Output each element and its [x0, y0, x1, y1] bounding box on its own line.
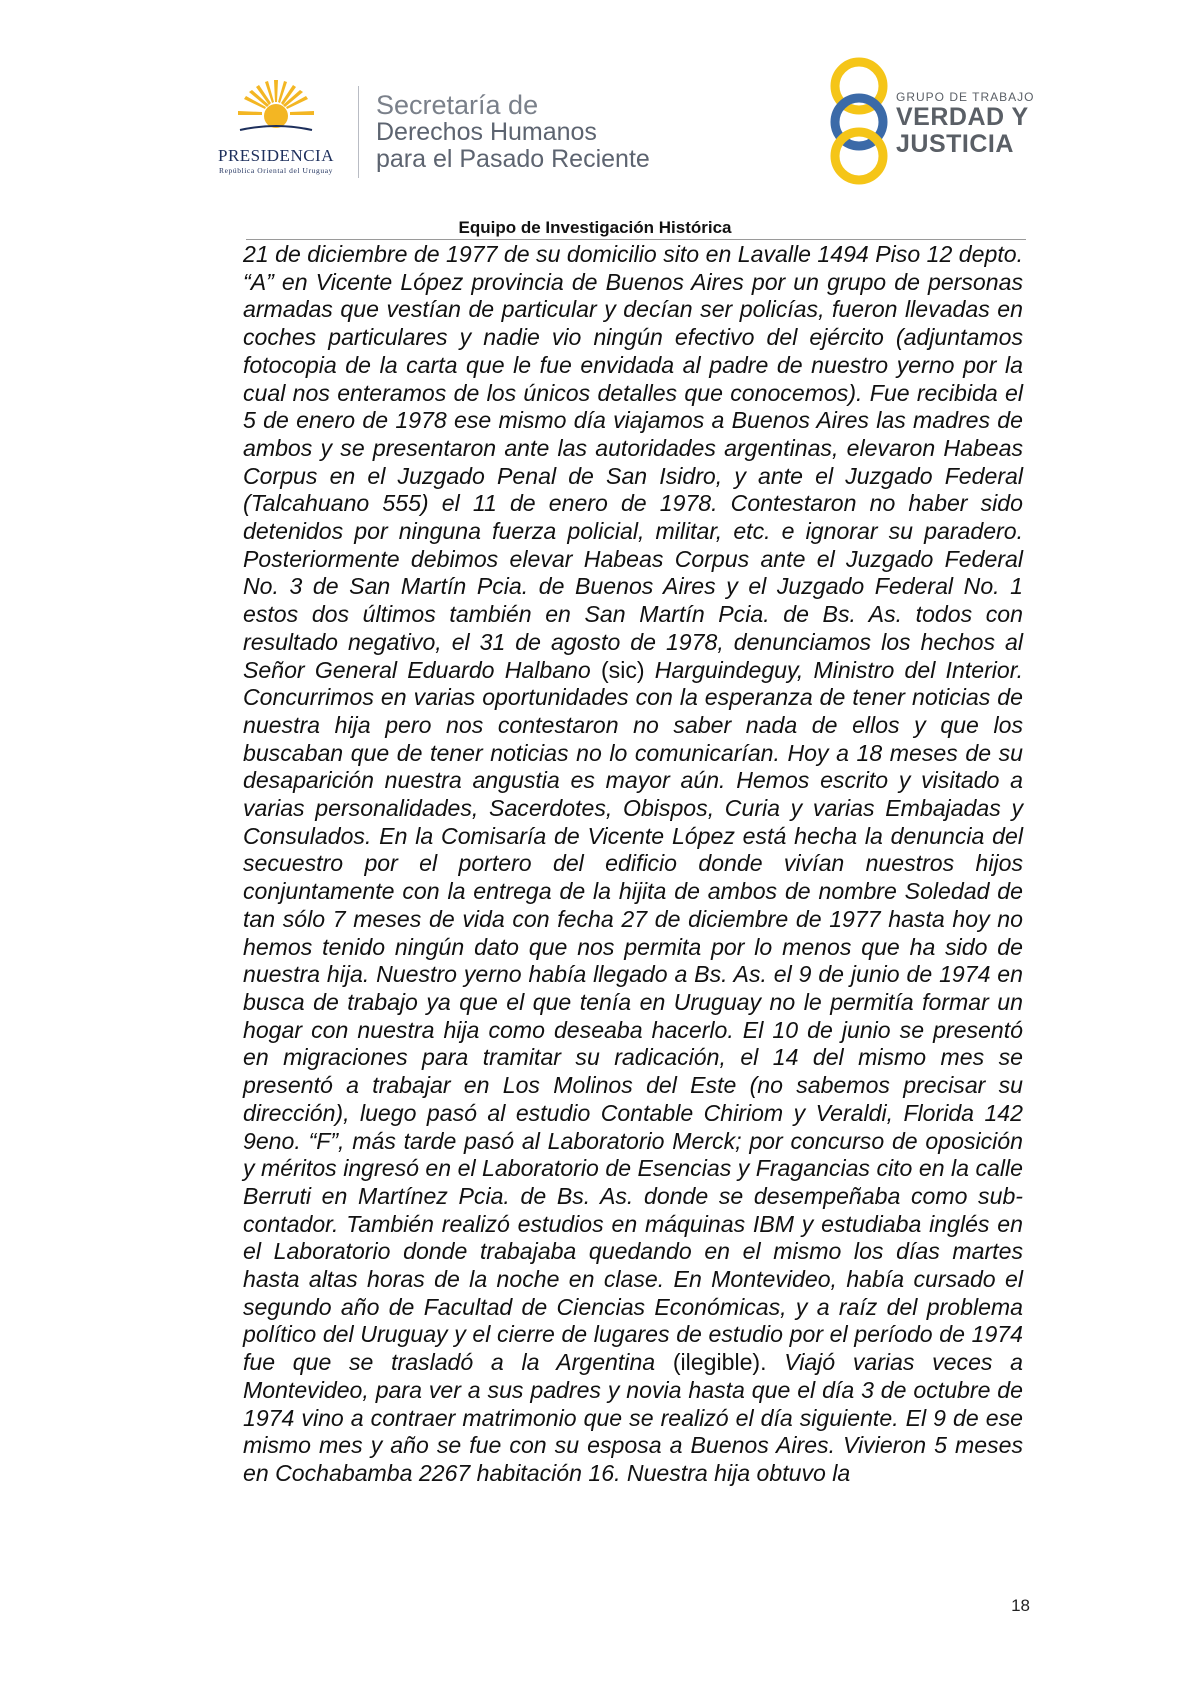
body-text-part-2: Harguindeguy, Ministro del Interior. Concurrimos en varias oportunidades con la esperanza de tener noticias de nuestra hija pero nos contestaron no saber nada de ellos y que los buscaban que de tener noticias no lo comunicarían. Hoy a 18 meses de su desaparición nuestra angustia es mayor aún. Hemos escrito y visitado a varias personalidades, Sacerdotes, Obispos, Curia y varias Embajadas y Consulados. En la Comisaría de Vicente López está hecha la denuncia del secuestro por el portero del edificio donde vivían nuestros hijos conjuntamente con la entrega de la hijita de ambos de nombre Soledad de tan sólo 7 meses de vida con fecha 27 de diciembre de 1977 hasta hoy no hemos tenido ningún dato que nos permita por lo menos que ha sido de nuestra hija. Nuestro yerno había llegado a Bs. As. el 9 de junio de 1974 en busca de trabajo ya que el que tenía en Uruguay no le permitía formar un hogar con nuestra hija como deseaba hacerlo. El 10 de junio se presentó en migraciones para tramitar su radicación, el 14 del mismo mes se presentó a trabajar en Los Molinos del Este (no sabemos precisar su dirección), luego pasó al estudio Contable Chiriom y Veraldi, Florida 142 9eno. “F”, más tarde pasó al Laboratorio Merck; por concurso de oposición y méritos ingresó en el Laboratorio de Esencias y Fragancias cito en la calle Berruti en Martínez Pcia. de Bs. As. donde se desempeñaba como sub-contador. También realizó estudios en máquinas IBM y estudiaba inglés en el Laboratorio donde trabajaba quedando en el mismo los días martes hasta altas horas de la noche en clase. En Montevideo, había cursado el segundo año de Facultad de Ciencias Económicas, y a raíz del problema político del Uruguay y el cierre de lugares de estudio por el período de 1974 fue que se trasladó a la Argentina — [243, 656, 1023, 1376]
secretaria-line-1: Secretaría de — [376, 90, 539, 120]
grupo-line-3: JUSTICIA — [896, 130, 1014, 158]
interlinked-rings-icon — [824, 56, 894, 186]
ilegible-note: (ilegible). — [655, 1349, 785, 1376]
body-text-part-3: Viajó varias veces a Montevideo, para ver a sus padres y novia hasta que el día 3 de octubre de 1974 vino a contraer matrimonio que se realizó el día siguiente. El 9 de ese mismo mes y año se fue con su esposa a Buenos Aires. Vivieron 5 meses en Cochabamba 2267 habitación 16. Nuestra hija obtuvo la — [243, 1349, 1023, 1486]
team-title: Equipo de Investigación Histórica — [458, 218, 732, 237]
verdad-justicia-logo — [824, 56, 1044, 186]
grupo-line-2: VERDAD Y — [896, 103, 1029, 131]
page-number: 18 — [1011, 1596, 1030, 1615]
grupo-line-1: GRUPO DE TRABAJO — [896, 90, 1035, 104]
grupo-trabajo-text — [896, 90, 1034, 158]
secretaria-line-3: para el Pasado Reciente — [376, 145, 650, 173]
presidencia-logo — [196, 80, 356, 180]
presidencia-subtitle: República Oriental del Uruguay — [218, 166, 333, 175]
header-rule — [246, 239, 1026, 240]
secretaria-title — [376, 92, 650, 173]
body-paragraph — [243, 241, 1023, 1547]
body-text-part-1: 21 de diciembre de 1977 de su domicilio sito en Lavalle 1494 Piso 12 depto. “A” en Vicente López provincia de Buenos Aires por un grupo de personas armadas que vestían de particular y decían ser policías, fueron llevadas en coches particulares y nadie vio ningún efectivo del ejército (adjuntamos fotocopia de la carta que le fue envidada al padre de nuestro yerno por la cual nos enteramos de los únicos detalles que conocemos). Fue recibida el 5 de enero de 1978 ese mismo día viajamos a Buenos Aires las madres de ambos y se presentaron ante las autoridades argentinas, elevaron Habeas Corpus en el Juzgado Penal de San Isidro, y ante el Juzgado Federal (Talcahuano 555) el 11 de enero de 1978. Contestaron no haber sido detenidos por ninguna fuerza policial, militar, etc. e ignorar su paradero. Posteriormente debimos elevar Habeas Corpus ante el Juzgado Federal No. 3 de San Martín Pcia. de Buenos Aires y el Juzgado Federal No. 1 estos dos últimos también en San Martín Pcia. de Bs. As. todos con resultado negativo, el 31 de agosto de 1978, denunciamos los hechos al Señor General Eduardo Halbano — [243, 241, 1023, 683]
page-header — [0, 0, 1190, 240]
presidencia-name: PRESIDENCIA — [217, 146, 334, 165]
header-divider — [358, 86, 359, 178]
sun-emblem-icon — [236, 80, 316, 142]
secretaria-line-2: Derechos Humanos — [376, 118, 597, 146]
sic-note: (sic) — [590, 656, 655, 683]
